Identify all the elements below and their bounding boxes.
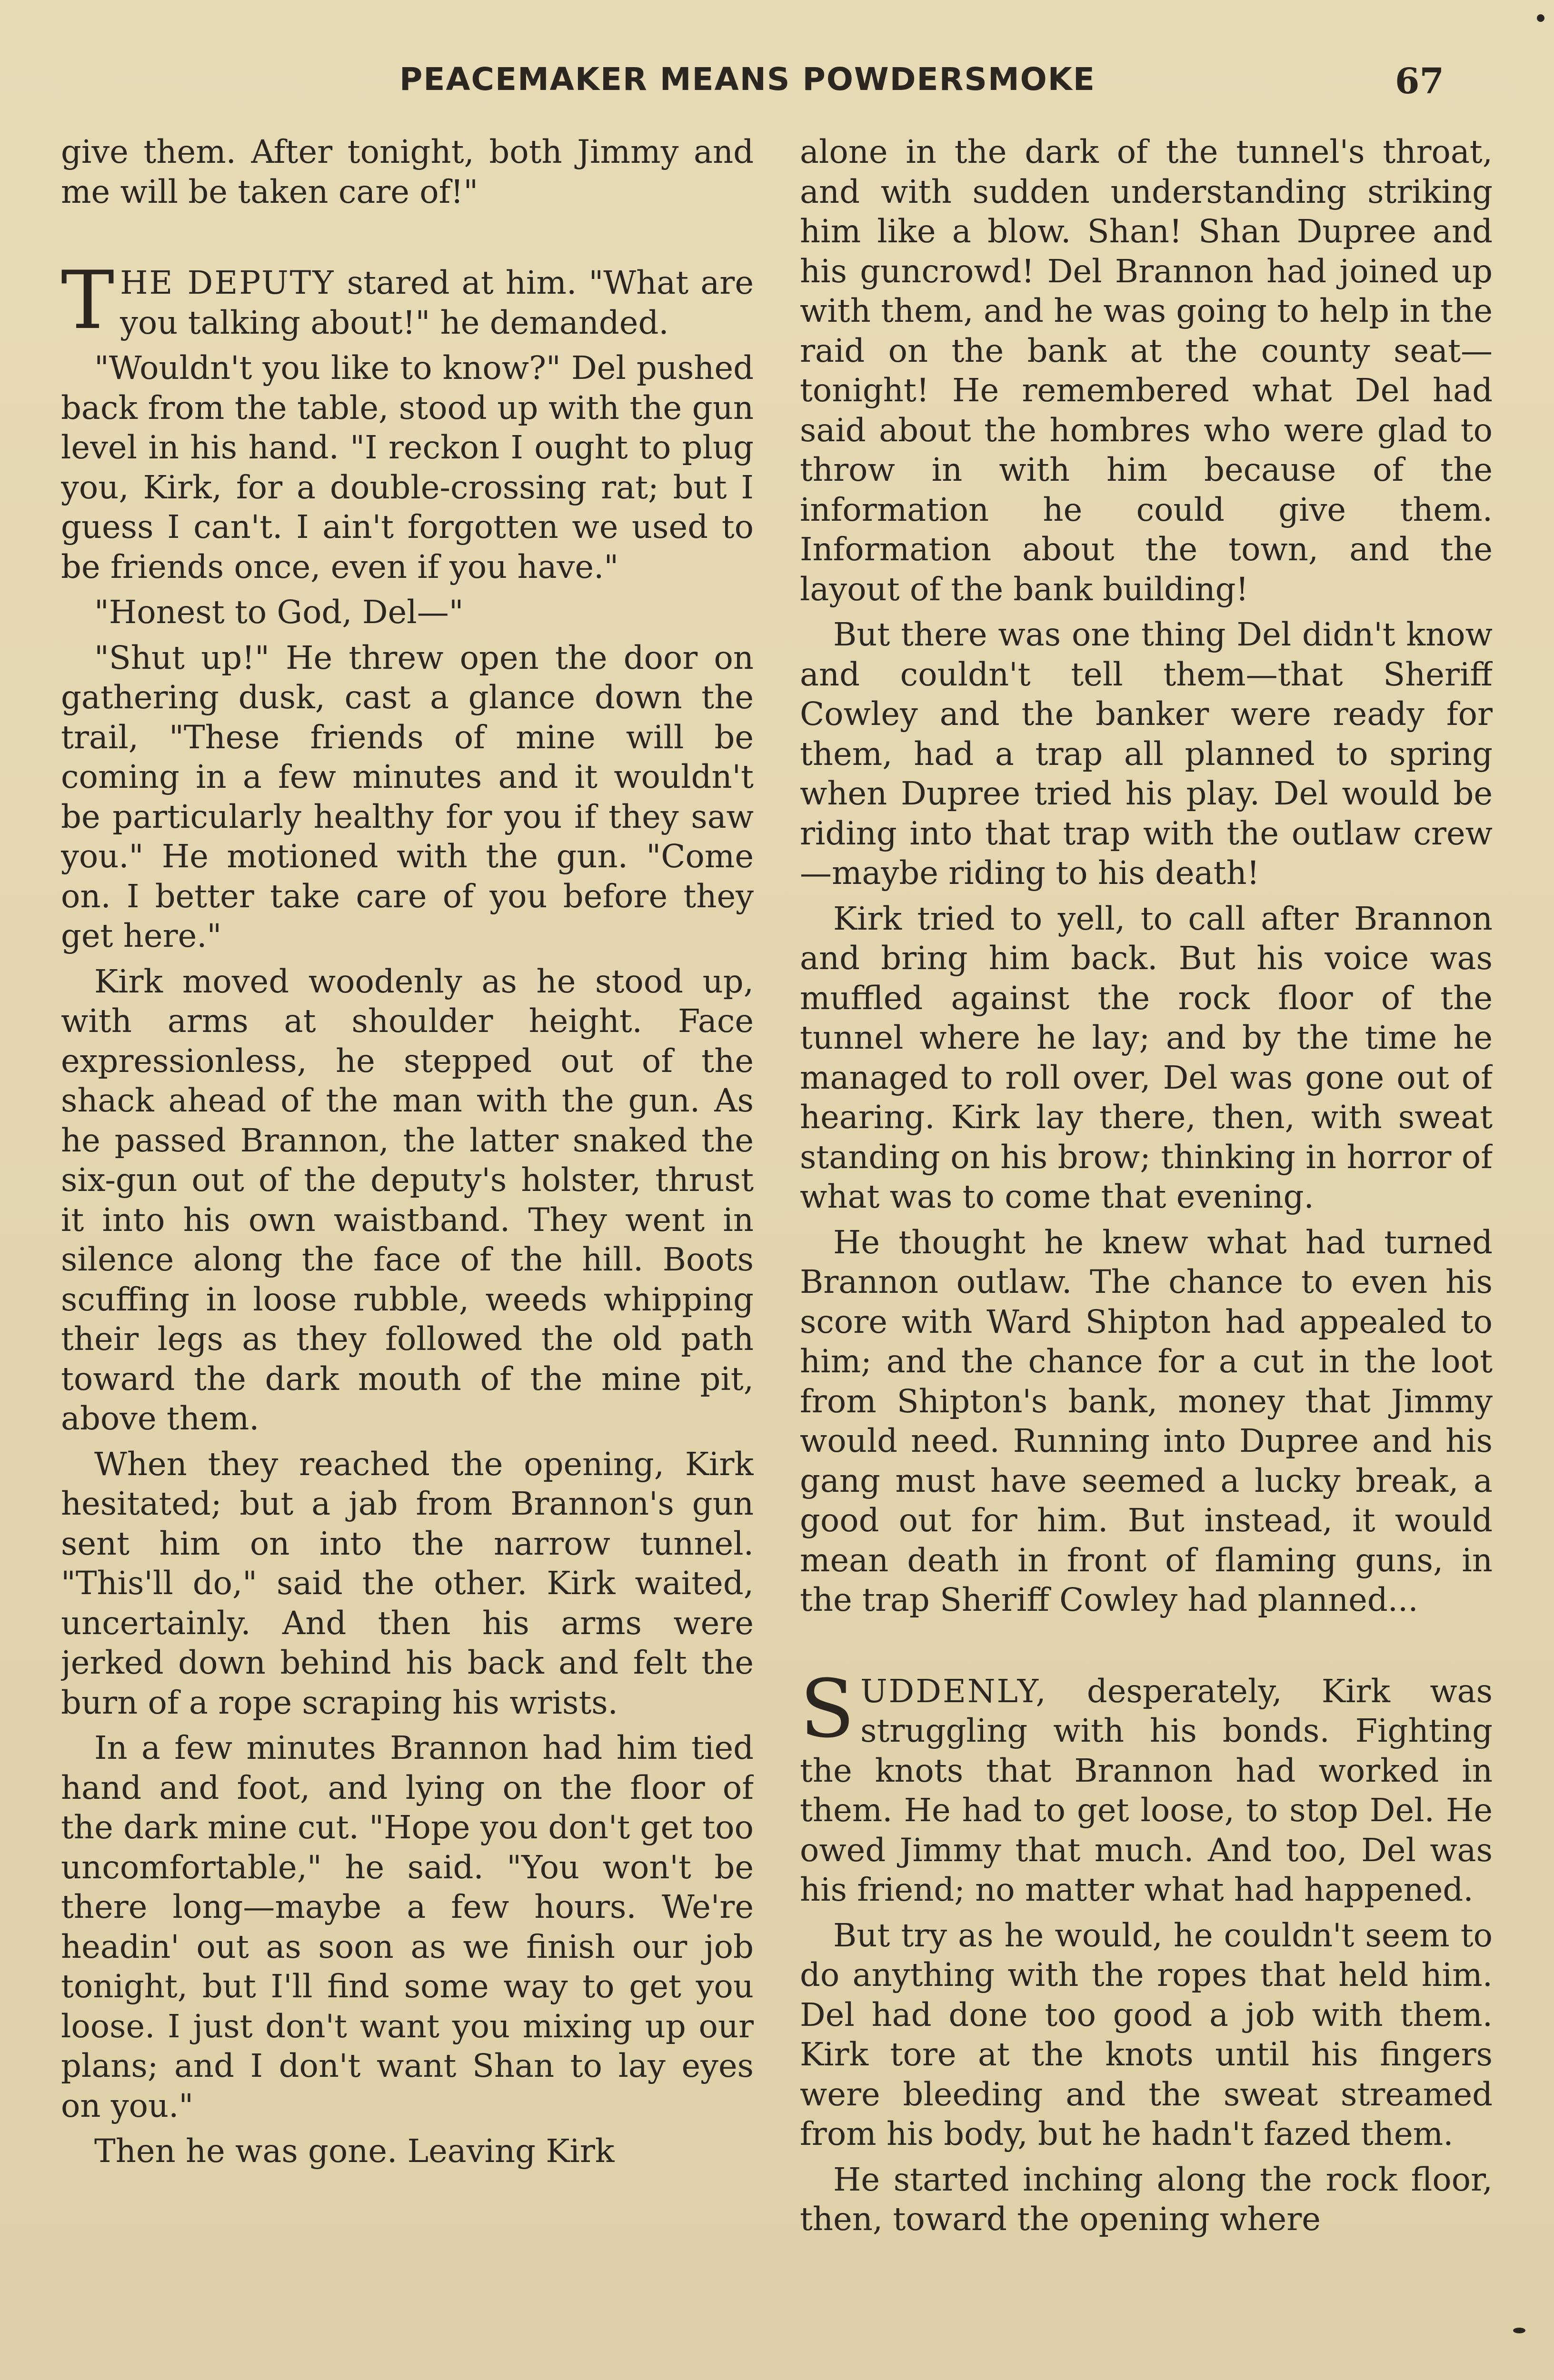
drop-cap: T [61, 254, 115, 347]
right-paragraph-7: He started inching along the rock floor, then, toward the opening where [800, 2161, 1493, 2238]
left-paragraph-6: Kirk moved woodenly as he stood up, with arms at shoulder height. Face expressionless, he stepped out of the shack ahead of the man with the gun. As he passed Brannon, the latter snaked the six-gun out of the deputy's holster, thrust it into his own waistband. They went in silence along the face of the hill. Boots scuffing in loose rubble, weeds whipping their legs as they followed the old path toward the dark mouth of the mine pit, above them. [61, 962, 754, 1437]
drop-cap: S [800, 1662, 855, 1755]
section-opening-words: UDDENLY, [860, 1672, 1047, 1710]
page-number: 67 [1395, 61, 1444, 102]
right-column [800, 132, 1493, 2380]
ink-blot [1537, 14, 1544, 22]
running-head-title: PEACEMAKER MEANS POWDERSMOKE [399, 61, 1096, 98]
right-paragraph-4: He thought he knew what had turned Brannon outlaw. The chance to even his score with Ward Shipton had appealed to him; and the chance for a cut in the loot from Shipton's bank, money that Jimmy would need. Running into Dupree and his gang must have seemed a lucky break, a good out for him. But instead, it would mean death in front of flaming guns, in the trap Sheriff Cowley had planned... [800, 1223, 1493, 1618]
left-paragraph-4: "Honest to God, Del—" [94, 594, 464, 631]
section-opening-words: HE DEPUTY [120, 264, 335, 301]
left-paragraph-9: Then he was gone. Leaving Kirk [94, 2132, 615, 2170]
left-column [61, 132, 754, 2380]
left-paragraph-1: give them. After tonight, both Jimmy and me will be taken care of!" [61, 133, 754, 210]
left-paragraph-5: "Shut up!" He threw open the door on gathering dusk, cast a glance down the trail, "These friends of mine will be coming in a few minutes and it wouldn't be particularly healthy for you if they saw you." He motioned with the gun. "Come on. I better take care of you before they get here." [61, 639, 754, 954]
right-paragraph-6: But try as he would, he couldn't seem to do anything with the ropes that held him. Del had done too good a job with them. Kirk tore at the knots until his fingers were bleeding and the sweat streamed from his body, but he hadn't fazed them. [800, 1916, 1493, 2152]
left-paragraph-7: When they reached the opening, Kirk hesitated; but a jab from Brannon's gun sent him on into the narrow tunnel. "This'll do," said the other. Kirk waited, uncertainly. And then his arms were jerked down behind his back and felt the burn of a rope scraping his wrists. [61, 1445, 754, 1721]
left-paragraph-3: "Wouldn't you like to know?" Del pushed back from the table, stood up with the gun level in his hand. "I reckon I ought to plug you, Kirk, for a double-crossing rat; but I guess I can't. I ain't forgotten we used to be friends once, even if you have." [61, 349, 754, 585]
right-paragraph-3: Kirk tried to yell, to call after Brannon and bring him back. But his voice was muffled against the rock floor of the tunnel where he lay; and by the time he managed to roll over, Del was gone out of hearing. Kirk lay there, then, with sweat standing on his brow; thinking in horror of what was to come that evening. [800, 900, 1493, 1215]
ink-blot [1513, 2328, 1525, 2333]
right-paragraph-2: But there was one thing Del didn't know and couldn't tell them—that Sheriff Cowley and the banker were ready for them, had a trap all planned to spring when Dupree tried his play. Del would be riding into that trap with the outlaw crew—maybe riding to his death! [800, 616, 1493, 892]
left-paragraph-8: In a few minutes Brannon had him tied hand and foot, and lying on the floor of the dark mine cut. "Hope you don't get too uncomfortable," he said. "You won't be there long—maybe a few hours. We're headin' out as soon as we finish our job tonight, but I'll find some way to get you loose. I just don't want you mixing up our plans; and I don't want Shan to lay eyes on you." [61, 1729, 754, 2124]
left-paragraph-2 [61, 254, 754, 347]
right-paragraph-1: alone in the dark of the tunnel's throat, and with sudden understanding striking him like a blow. Shan! Shan Dupree and his guncrowd! Del Brannon had joined up with them, and he was going to help in the raid on the bank at the county seat—tonight! He remembered what Del had said about the hombres who were glad to throw in with him because of the information he could give them. Information about the town, and the layout of the bank building! [800, 133, 1493, 608]
right-paragraph-5 [800, 1662, 1493, 1910]
paragraph-text: desperately, Kirk was struggling with his bonds. Fighting the knots that Brannon had worked in them. He had to get loose, to stop Del. He owed Jimmy that much. And too, Del was his friend; no matter what had happened. [800, 1672, 1493, 1908]
paragraph-text: stared at him. "What are you talking about!" he demanded. [120, 264, 754, 341]
